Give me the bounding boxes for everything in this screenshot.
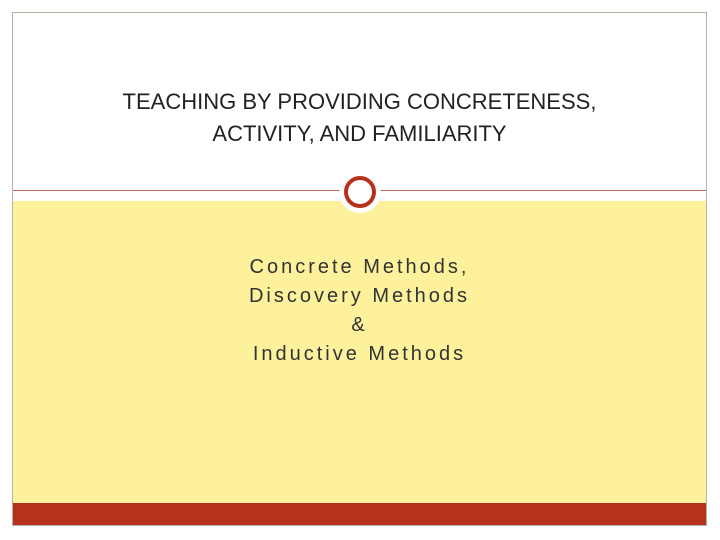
slide <box>12 12 707 526</box>
circle-ring <box>344 176 376 208</box>
slide-title: TEACHING BY PROVIDING CONCRETENESS, ACTIVITY, AND FAMILIARITY <box>122 88 597 146</box>
circle-ornament-icon <box>339 171 381 213</box>
slide-body-text: Concrete Methods, Discovery Methods & Inductive Methods <box>248 256 471 365</box>
title-area <box>13 13 706 190</box>
footer-bar <box>13 503 706 525</box>
